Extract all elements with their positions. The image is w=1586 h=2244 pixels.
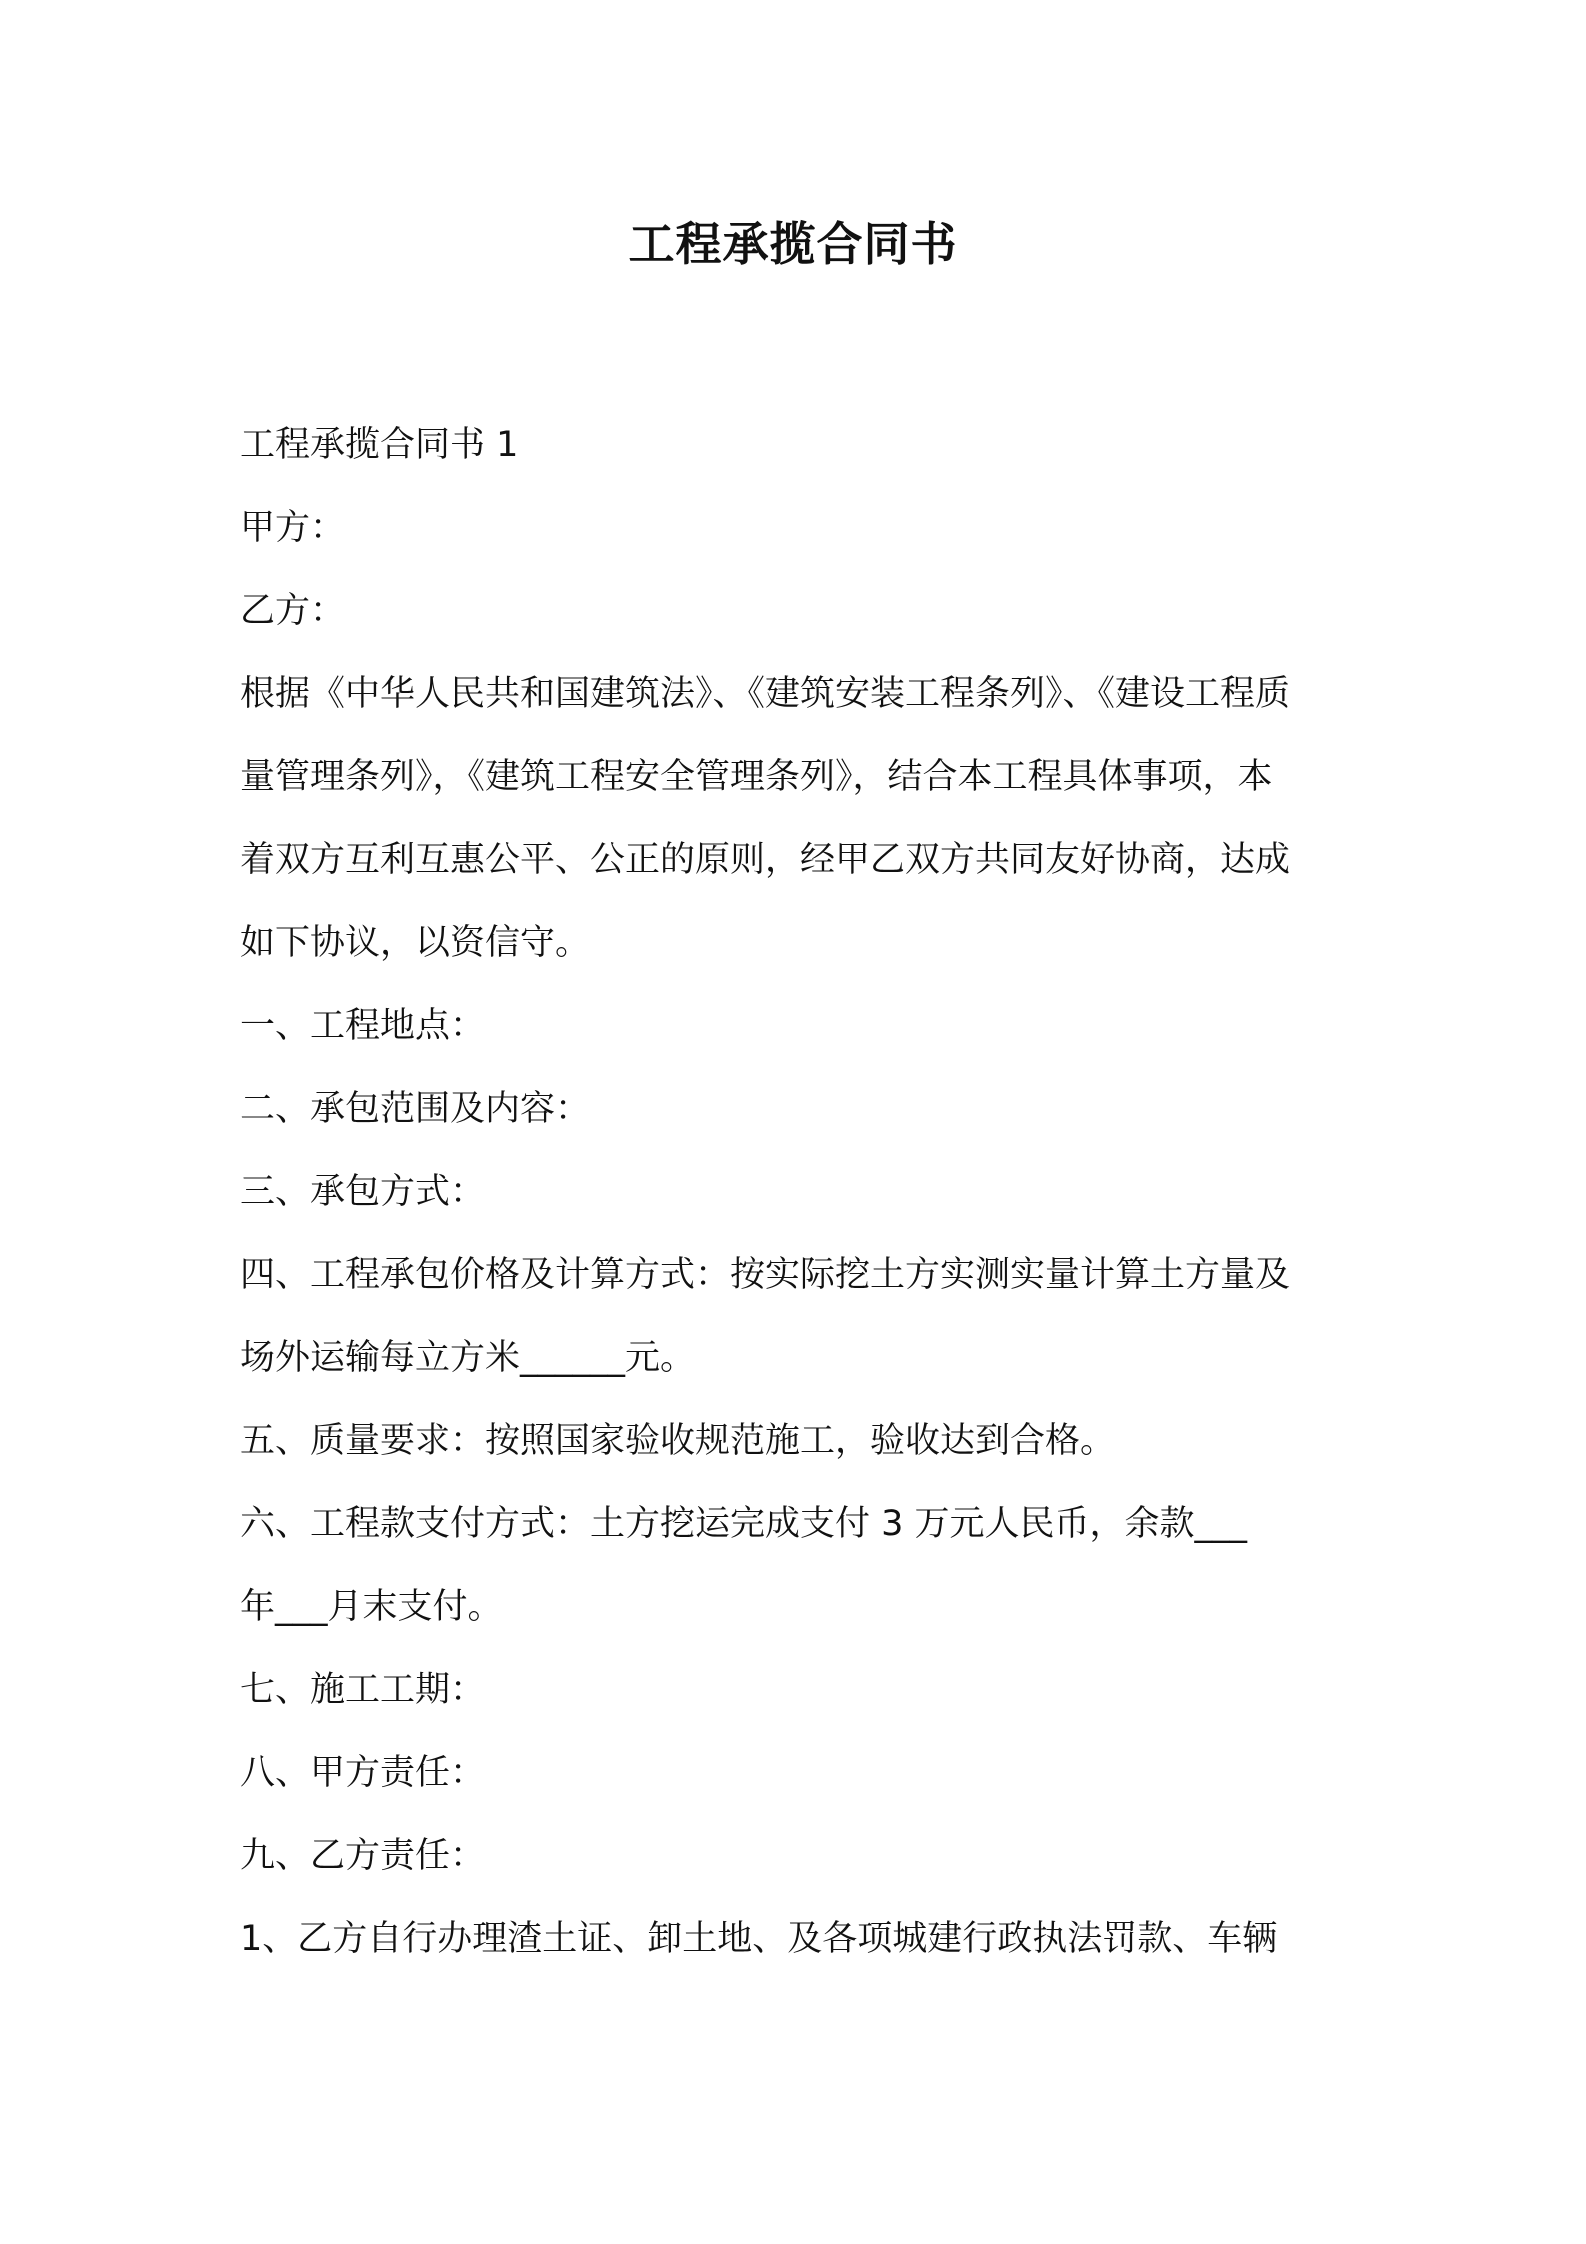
party-a-line: 甲方：: [240, 508, 346, 548]
clause-line: 四、工程承包价格及计算方式：按实际挖土方实测实量计算土方量及: [240, 1255, 1291, 1295]
subtitle-line: 工程承揽合同书 1: [240, 425, 519, 465]
preamble-line: 根据《中华人民共和国建筑法》、《建筑安装工程条列》、《建设工程质: [240, 674, 1291, 714]
clause-line: 九、乙方责任：: [240, 1836, 486, 1876]
clause-line: 五、质量要求：按照国家验收规范施工，验收达到合格。: [240, 1421, 1116, 1461]
party-b-line: 乙方：: [240, 591, 346, 631]
preamble-line: 量管理条列》，《建筑工程安全管理条列》，结合本工程具体事项，本: [240, 757, 1273, 797]
clause-line: 一、工程地点：: [240, 1006, 486, 1046]
clause-line: 三、承包方式：: [240, 1172, 486, 1212]
preamble-line: 着双方互利互惠公平、公正的原则，经甲乙双方共同友好协商，达成: [240, 840, 1291, 880]
clause-line: 六、工程款支付方式：土方挖运完成支付 3 万元人民币，余款___: [240, 1504, 1248, 1544]
clause-line: 八、甲方责任：: [240, 1753, 486, 1793]
document-title: 工程承揽合同书: [628, 217, 958, 271]
preamble-line: 如下协议，以资信守。: [240, 923, 591, 963]
clause-line: 二、承包范围及内容：: [240, 1089, 591, 1129]
document-body: [240, 404, 1360, 1981]
clause-line: 七、施工工期：: [240, 1670, 486, 1710]
clause-line: 1、乙方自行办理渣土证、卸土地、及各项城建行政执法罚款、车辆: [240, 1919, 1278, 1959]
clause-line: 场外运输每立方米______元。: [240, 1338, 696, 1378]
clause-line: 年___月末支付。: [240, 1587, 503, 1627]
